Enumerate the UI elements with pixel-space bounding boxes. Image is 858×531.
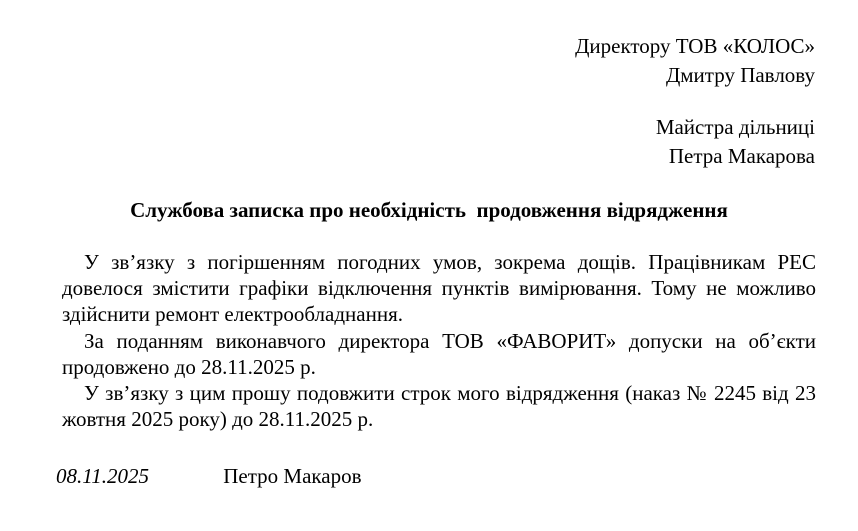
signature-name: Петро Макаров [223, 464, 362, 488]
signature-date: 08.11.2025 [56, 464, 149, 488]
memo-body [62, 249, 816, 432]
body-paragraph-2: За поданням виконавчого директора ТОВ «ФАВОРИТ» допуски на об’єкти продовжено до 28.11.2025 р. [62, 328, 816, 379]
addressee-name: Дмитру Павлову [665, 63, 815, 87]
sender-position: Майстра дільниці [655, 115, 815, 139]
body-paragraph-3: У зв’язку з цим прошу подовжити строк мого відрядження (наказ № 2245 від 23 жовтня 2025 року) до 28.11.2025 р. [62, 381, 816, 432]
body-paragraph-1: У зв’язку з погіршенням погодних умов, зокрема дощів. Працівникам РЕС довелося змістити графіки відключення пунктів вимірювання. Тому не можливо здійснити ремонт електрообладнання. [62, 250, 816, 327]
signature-row [56, 462, 362, 491]
memo-title: Службова записка про необхідність продовження відрядження [130, 198, 728, 222]
sender-name: Петра Макарова [668, 144, 815, 168]
addressee-position: Директору ТОВ «КОЛОС» [575, 34, 815, 58]
addressee-block [575, 32, 815, 90]
sender-block [656, 113, 815, 171]
